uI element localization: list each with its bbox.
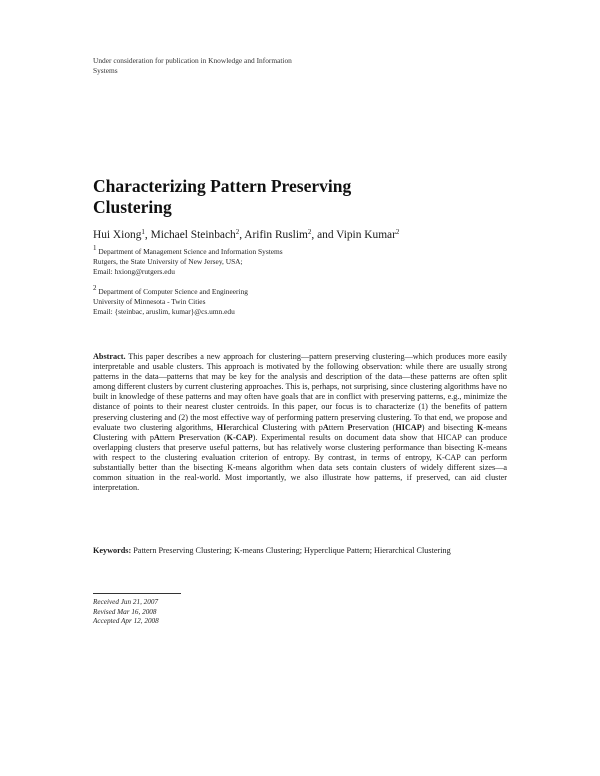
affiliation-2-institution: University of Minnesota - Twin Cities: [93, 297, 206, 306]
affiliation-1-email: Email: hxiong@rutgers.edu: [93, 267, 175, 276]
abstract-emph-k: K: [476, 422, 484, 432]
keywords-paragraph: [93, 546, 507, 556]
abstract-emph-a2: A: [153, 432, 160, 442]
affiliation-1: [93, 243, 393, 277]
author-1: Hui Xiong: [93, 229, 142, 241]
abstract-emph-p3: P: [178, 432, 184, 442]
abstract-text-t5: ) and bisecting: [421, 422, 477, 432]
abstract-text-t2: lustering with p: [268, 422, 323, 432]
author-4-affiliation-mark: 2: [395, 228, 400, 236]
abstract-emph-c2: C: [93, 432, 99, 442]
author-list: [93, 225, 513, 242]
abstract-label: Abstract.: [93, 352, 126, 361]
title-line-1: Characterizing Pattern Preserving: [93, 176, 352, 196]
affiliation-2-department: Department of Computer Science and Engineering: [96, 287, 248, 296]
journal-header: [93, 56, 353, 76]
title-line-2: Clustering: [93, 197, 172, 217]
footnote-divider: [93, 593, 181, 594]
abstract-emph-kcap: K-CAP: [226, 432, 253, 442]
author-3: , Arifin Ruslim: [239, 229, 308, 241]
affiliation-1-mark: 1: [93, 244, 97, 252]
abstract-text-1: This paper describes a new approach for clustering—pattern preserving clustering—which produces more easily interpretable and usable clusters. This approach is motivated by the following observation: while there are usually strong patterns in the data—patterns that may be key for the analysis and description of the data—these patterns are often split among different clusters by current clustering approaches. This is, perhaps, not surprising, since clustering algorithms have no built in knowledge of these patterns and may often have goals that are in conflict with preserving patterns, e.g., minimize the distance of points to their nearest cluster centroids. In this paper, our focus is to characterize (1) the benefits of pattern preserving clustering and (2) the most effective way of performing pattern preserving clustering. To that end, we propose and evaluate two clustering algorithms,: [93, 352, 507, 432]
header-line-2: Systems: [93, 66, 118, 75]
abstract-emph-c1: C: [262, 422, 269, 432]
date-accepted: Accepted Apr 12, 2008: [93, 617, 159, 626]
affiliation-2: [93, 283, 393, 317]
submission-dates: [93, 598, 293, 627]
abstract-paragraph: [93, 352, 507, 493]
author-3-affiliation-mark: 2: [307, 228, 312, 236]
abstract-emph-hicap: HICAP: [395, 422, 422, 432]
abstract-text-t1: erarchical: [226, 422, 263, 432]
abstract-text-t7: lustering with p: [98, 432, 154, 442]
date-revised: Revised Mar 16, 2008: [93, 607, 157, 616]
abstract-emph-hi: HI: [216, 422, 227, 432]
keywords-label: Keywords:: [93, 546, 132, 555]
author-1-affiliation-mark: 1: [141, 228, 145, 236]
date-received: Received Jun 21, 2007: [93, 598, 159, 606]
header-line-1: Under consideration for publication in Knowledge and Information: [93, 56, 292, 65]
abstract-text-t6: -means: [483, 422, 507, 432]
keywords-text: Pattern Preserving Clustering; K-means Clustering; Hyperclique Pattern; Hierarchical Clustering: [131, 546, 451, 555]
abstract-text-t8: ttern: [159, 432, 179, 442]
author-2: , Michael Steinbach: [144, 229, 236, 241]
affiliation-2-email: Email: {steinbac, aruslim, kumar}@cs.umn.edu: [93, 307, 235, 316]
abstract-emph-a1: A: [322, 422, 329, 432]
abstract-text-rest: ). Experimental results on document data show that HICAP can produce overlapping clusters that preserve useful patterns, but has relatively worse clustering performance than bisecting K-means with respect to the clustering evaluation criterion of entropy. By contrast, in terms of entropy, K-CAP can perform substantially better than the bisecting K-means algorithm when data sets contain clusters of widely different sizes—a common situation in the real-world. Most importantly, we also illustrate how patterns, if preserved, can aid cluster interpretation.: [93, 432, 507, 493]
abstract-emph-p2: P: [347, 422, 353, 432]
affiliation-2-mark: 2: [93, 284, 97, 292]
author-4: , and Vipin Kumar: [311, 229, 396, 241]
affiliation-1-department: Department of Management Science and Information Systems: [96, 247, 283, 256]
abstract-text-t9: reservation (: [183, 432, 227, 442]
affiliation-1-institution: Rutgers, the State University of New Jersey, USA;: [93, 257, 243, 266]
abstract-text-t4: reservation (: [352, 422, 396, 432]
abstract-text-t3: ttern: [328, 422, 348, 432]
paper-title: [93, 176, 493, 218]
author-2-affiliation-mark: 2: [235, 228, 240, 236]
